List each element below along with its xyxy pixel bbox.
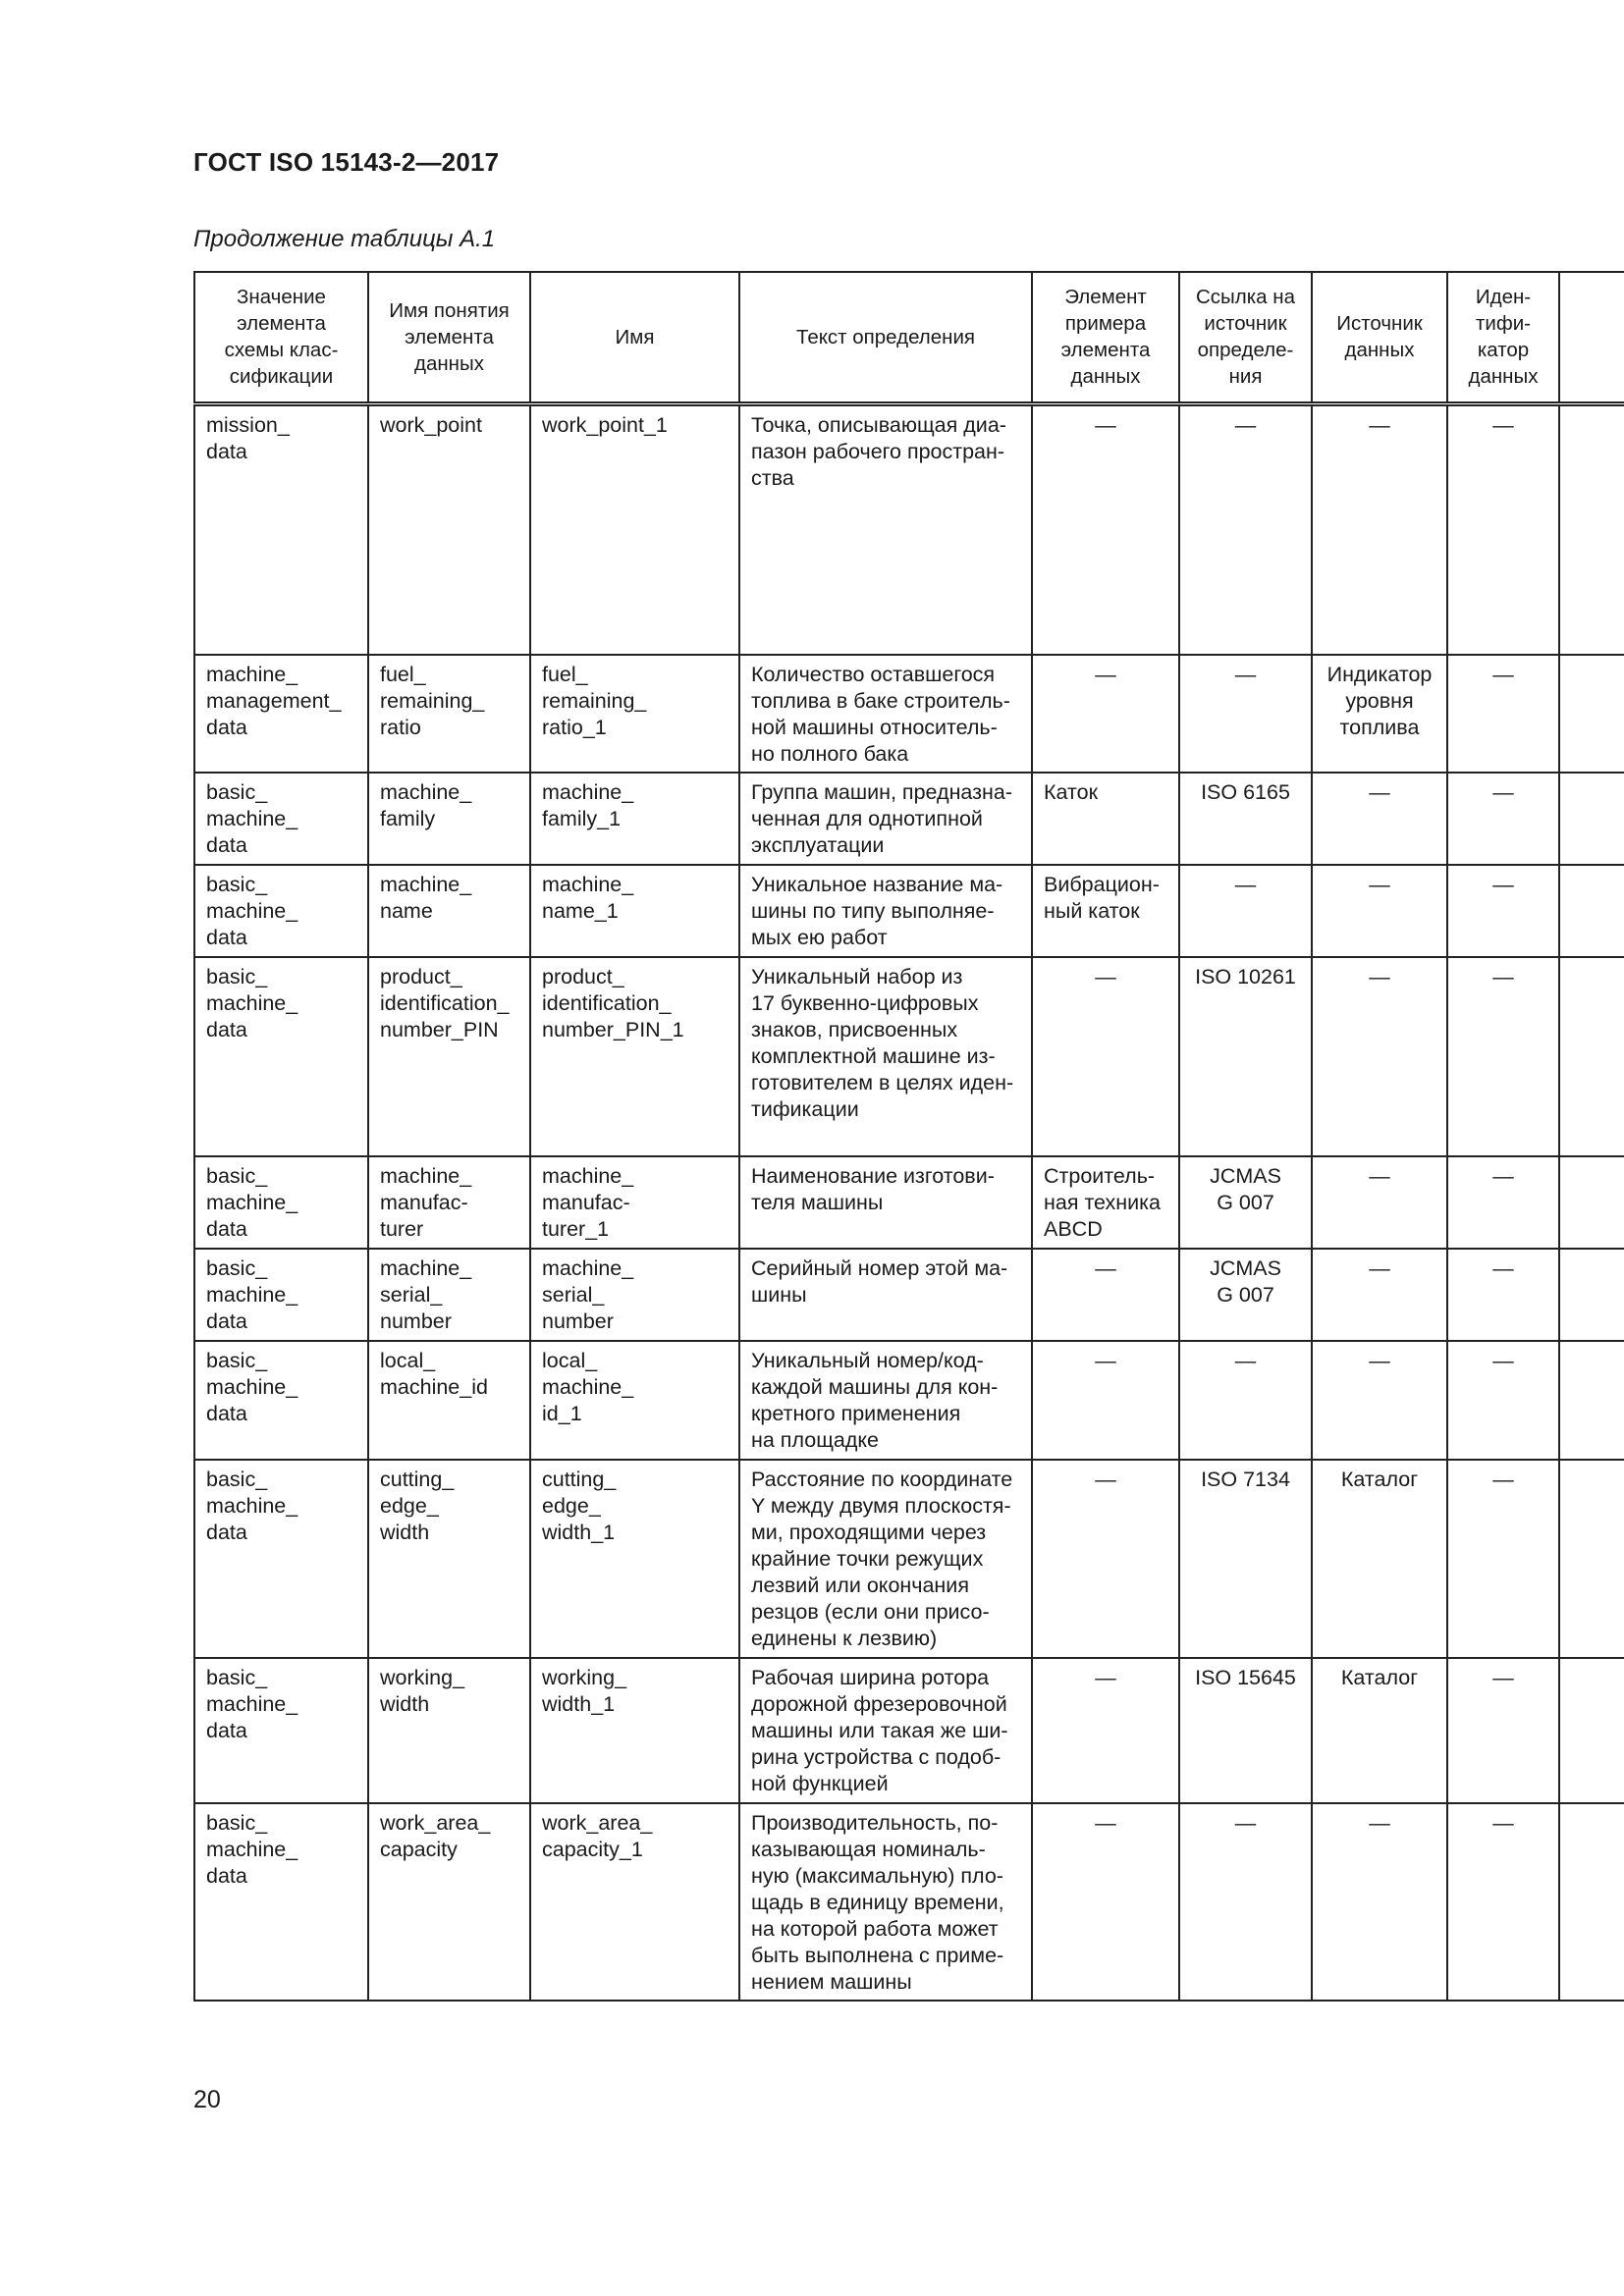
cell-concept-name: work_point <box>368 403 530 655</box>
cell-example: — <box>1032 403 1179 655</box>
cell-classification: basic_ machine_ data <box>194 865 368 957</box>
cell-data-source: — <box>1312 1341 1447 1460</box>
cell-definition: Производительность, по- казывающая номиналь- ную (максимальную) пло- щадь в единицу времени, на которой работа может быть выполнена с приме- нением машины <box>739 1803 1032 2001</box>
cell-definition: Уникальное название ма- шины по типу выполняе- мых ею работ <box>739 865 1032 957</box>
cell-concept-name: machine_ family <box>368 773 530 865</box>
cell-reference: ISO 7134 <box>1179 1460 1312 1658</box>
column-header-classification-value: Значение элемента схемы клас- сификации <box>194 272 368 403</box>
cell-example: — <box>1032 655 1179 773</box>
cell-identifier: — <box>1447 773 1559 865</box>
cell-concept-name: cutting_ edge_ width <box>368 1460 530 1658</box>
cell-data-source: — <box>1312 403 1447 655</box>
cell-classification: basic_ machine_ data <box>194 957 368 1156</box>
table-row <box>194 1658 1624 1803</box>
table-row <box>194 1460 1624 1658</box>
cell-classification: basic_ machine_ data <box>194 1249 368 1341</box>
cell-reference: — <box>1179 655 1312 773</box>
cell-cut-off <box>1559 957 1624 1156</box>
cell-name: product_ identification_ number_PIN_1 <box>530 957 739 1156</box>
cell-classification: mission_ data <box>194 403 368 655</box>
cell-concept-name: machine_ serial_ number <box>368 1249 530 1341</box>
table-row <box>194 1803 1624 2001</box>
cell-concept-name: machine_ manufac- turer <box>368 1156 530 1249</box>
cell-identifier: — <box>1447 1658 1559 1803</box>
cell-concept-name: working_ width <box>368 1658 530 1803</box>
cell-data-source: — <box>1312 1156 1447 1249</box>
cell-definition: Уникальный номер/код- каждой машины для кон- кретного применения на площадке <box>739 1341 1032 1460</box>
cell-concept-name: work_area_ capacity <box>368 1803 530 2001</box>
cell-name: work_point_1 <box>530 403 739 655</box>
cell-data-source: — <box>1312 957 1447 1156</box>
cell-reference: ISO 10261 <box>1179 957 1312 1156</box>
table-row <box>194 1156 1624 1249</box>
cell-reference: JCMAS G 007 <box>1179 1249 1312 1341</box>
cell-cut-off <box>1559 1803 1624 2001</box>
cell-example: — <box>1032 1803 1179 2001</box>
cell-name: machine_ name_1 <box>530 865 739 957</box>
cell-reference: JCMAS G 007 <box>1179 1156 1312 1249</box>
cell-identifier: — <box>1447 865 1559 957</box>
table-row <box>194 655 1624 773</box>
cell-identifier: — <box>1447 1460 1559 1658</box>
cell-concept-name: product_ identification_ number_PIN <box>368 957 530 1156</box>
column-header-data-source: Источник данных <box>1312 272 1447 403</box>
table-row <box>194 1341 1624 1460</box>
cell-name: cutting_ edge_ width_1 <box>530 1460 739 1658</box>
cell-example: — <box>1032 1460 1179 1658</box>
cell-definition: Наименование изготови- теля машины <box>739 1156 1032 1249</box>
cell-definition: Расстояние по координате Y между двумя плоскостя- ми, проходящими через крайние точки режущих лезвий или окончания резцов (если они присо- единены к лезвию) <box>739 1460 1032 1658</box>
cell-identifier: — <box>1447 1803 1559 2001</box>
table-row <box>194 1249 1624 1341</box>
cell-identifier: — <box>1447 1249 1559 1341</box>
column-header-name: Имя <box>530 272 739 403</box>
cell-reference: ISO 6165 <box>1179 773 1312 865</box>
cell-definition: Точка, описывающая диа- пазон рабочего простран- ства <box>739 403 1032 655</box>
cell-data-source: Каталог <box>1312 1460 1447 1658</box>
cell-data-source: Каталог <box>1312 1658 1447 1803</box>
cell-cut-off <box>1559 1249 1624 1341</box>
cell-example: — <box>1032 1249 1179 1341</box>
cell-reference: — <box>1179 403 1312 655</box>
table-row <box>194 403 1624 655</box>
cell-name: machine_ family_1 <box>530 773 739 865</box>
cell-cut-off <box>1559 1156 1624 1249</box>
data-table <box>193 271 1624 2002</box>
cell-concept-name: machine_ name <box>368 865 530 957</box>
cell-classification: basic_ machine_ data <box>194 1341 368 1460</box>
page-number: 20 <box>193 2086 221 2113</box>
cell-cut-off <box>1559 1460 1624 1658</box>
table-row <box>194 957 1624 1156</box>
column-header-identifier: Иден- тифи- катор данных <box>1447 272 1559 403</box>
cell-reference: — <box>1179 1341 1312 1460</box>
cell-reference: — <box>1179 865 1312 957</box>
column-header-cut-off <box>1559 272 1624 403</box>
cell-identifier: — <box>1447 1341 1559 1460</box>
column-header-definition: Текст определения <box>739 272 1032 403</box>
cell-concept-name: local_ machine_id <box>368 1341 530 1460</box>
document-header: ГОСТ ISO 15143-2—2017 <box>193 147 500 177</box>
cell-identifier: — <box>1447 403 1559 655</box>
cell-cut-off <box>1559 865 1624 957</box>
cell-definition: Рабочая ширина ротора дорожной фрезеровочной машины или такая же ши- рина устройства с подоб- ной функцией <box>739 1658 1032 1803</box>
cell-data-source: — <box>1312 865 1447 957</box>
cell-cut-off <box>1559 773 1624 865</box>
cell-definition: Количество оставшегося топлива в баке строитель- ной машины относитель- но полного бака <box>739 655 1032 773</box>
cell-definition: Серийный номер этой ма- шины <box>739 1249 1032 1341</box>
cell-classification: basic_ machine_ data <box>194 1658 368 1803</box>
cell-classification: machine_ management_ data <box>194 655 368 773</box>
cell-classification: basic_ machine_ data <box>194 1803 368 2001</box>
column-header-concept-name: Имя понятия элемента данных <box>368 272 530 403</box>
table-row <box>194 865 1624 957</box>
cell-name: work_area_ capacity_1 <box>530 1803 739 2001</box>
cell-cut-off <box>1559 1341 1624 1460</box>
cell-cut-off <box>1559 403 1624 655</box>
cell-name: machine_ manufac- turer_1 <box>530 1156 739 1249</box>
cell-identifier: — <box>1447 1156 1559 1249</box>
cell-example: Строитель- ная техника ABCD <box>1032 1156 1179 1249</box>
cell-example: — <box>1032 1341 1179 1460</box>
cell-concept-name: fuel_ remaining_ ratio <box>368 655 530 773</box>
cell-name: working_ width_1 <box>530 1658 739 1803</box>
cell-name: machine_ serial_ number <box>530 1249 739 1341</box>
cell-reference: ISO 15645 <box>1179 1658 1312 1803</box>
cell-identifier: — <box>1447 957 1559 1156</box>
cell-data-source: — <box>1312 1803 1447 2001</box>
cell-cut-off <box>1559 1658 1624 1803</box>
column-header-example: Элемент примера элемента данных <box>1032 272 1179 403</box>
cell-data-source: — <box>1312 773 1447 865</box>
table-row <box>194 773 1624 865</box>
cell-example: Каток <box>1032 773 1179 865</box>
cell-example: Вибрацион- ный каток <box>1032 865 1179 957</box>
table-header-row <box>194 272 1624 403</box>
cell-example: — <box>1032 957 1179 1156</box>
cell-name: fuel_ remaining_ ratio_1 <box>530 655 739 773</box>
cell-data-source: — <box>1312 1249 1447 1341</box>
cell-classification: basic_ machine_ data <box>194 1156 368 1249</box>
cell-identifier: — <box>1447 655 1559 773</box>
column-header-reference: Ссылка на источник определе- ния <box>1179 272 1312 403</box>
cell-data-source: Индикатор уровня топлива <box>1312 655 1447 773</box>
cell-cut-off <box>1559 655 1624 773</box>
cell-definition: Группа машин, предназна- ченная для однотипной эксплуатации <box>739 773 1032 865</box>
cell-classification: basic_ machine_ data <box>194 1460 368 1658</box>
cell-definition: Уникальный набор из 17 буквенно-цифровых знаков, присвоенных комплектной машине из- готовителем в целях иден- тификации <box>739 957 1032 1156</box>
cell-reference: — <box>1179 1803 1312 2001</box>
table-caption: Продолжение таблицы А.1 <box>193 226 496 252</box>
cell-example: — <box>1032 1658 1179 1803</box>
cell-name: local_ machine_ id_1 <box>530 1341 739 1460</box>
cell-classification: basic_ machine_ data <box>194 773 368 865</box>
